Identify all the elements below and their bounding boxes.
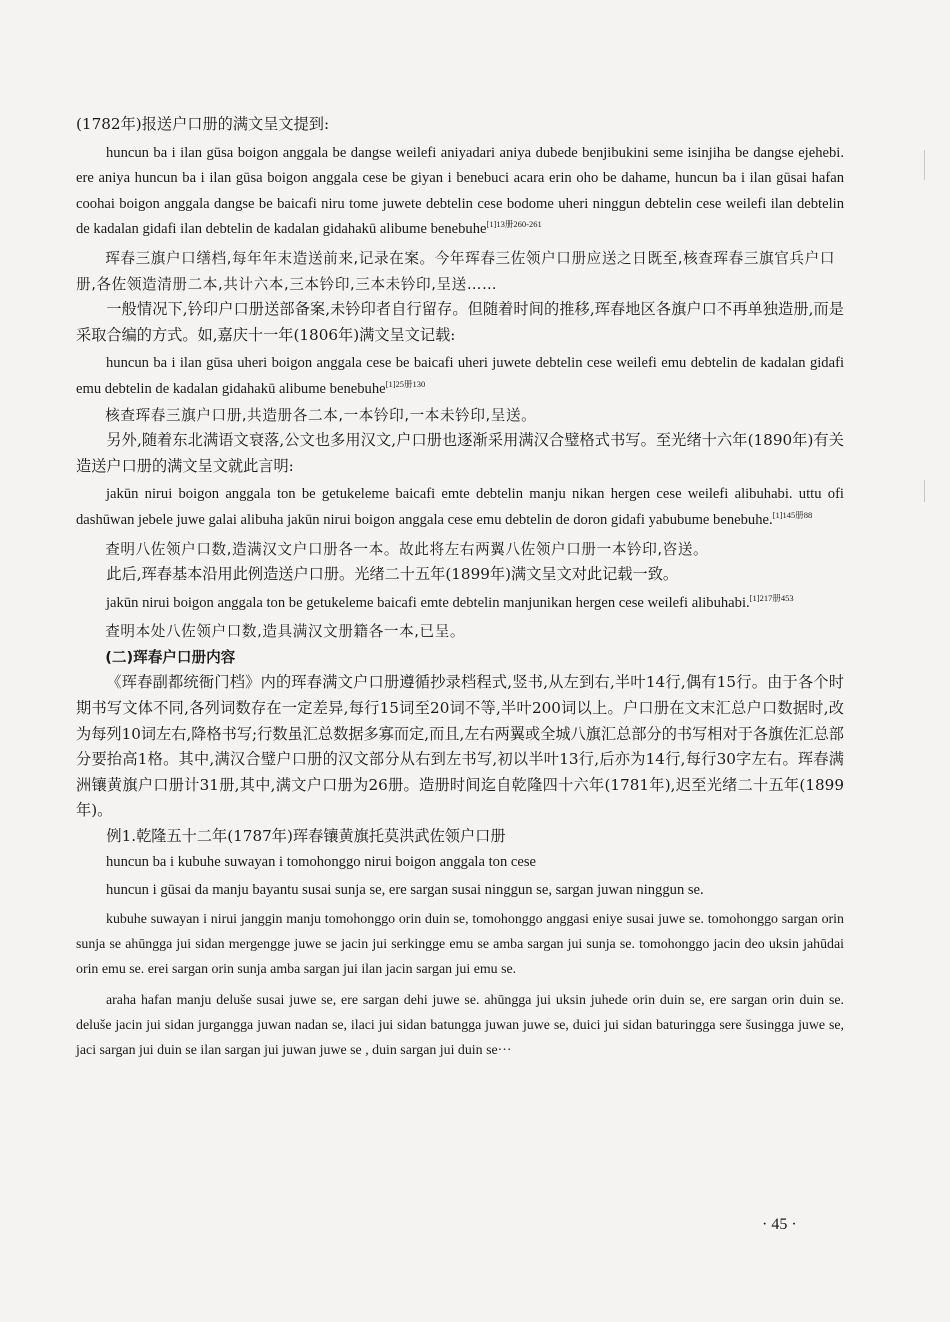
translation-1: 珲春三旗户口缮档,每年年末造送前来,记录在案。今年珲春三佐领户口册应送之日既至,核查珲春三旗官兵户口册,各佐领造清册二本,共计六本,三本钤印,三本未钤印,呈送…… (76, 249, 836, 293)
page-number: · 45 · (762, 1216, 797, 1233)
manchu-quote-3-text: jakūn nirui boigon anggala ton be getukeleme baicafi emte debtelin manju nikan hergen cese weilefi alibuhabi. uttu ofi dashūwan jebele juwe galai alibuha jakūn nirui boigon anggala cese emu debtelin de doron gidafi yabubume benebuhe. (76, 486, 844, 528)
paragraph-2: 一般情况下,钤印户口册送部备案,未钤印者自行留存。但随着时间的推移,珲春地区各旗户口不再单独造册,而是采取合编的方式。如,嘉庆十一年(1806年)满文呈文记载: (76, 300, 844, 344)
margin-mark (924, 150, 925, 180)
translation-4: 查明本处八佐领户口数,造具满汉文册籍各一本,已呈。 (105, 623, 466, 641)
citation-1: [1]13册260-261 (486, 219, 542, 230)
margin-mark (924, 480, 925, 502)
page-body (76, 112, 844, 1063)
example-1-line-1: huncun ba i kubuhe suwayan i tomohonggo nirui boigon anggala ton cese (106, 853, 537, 870)
example-1-paragraph-3: kubuhe suwayan i nirui janggin manju tomohonggo orin duin se, tomohonggo anggasi eniye susai juwe se. tomohonggo sargan orin sunja se ahūngga jui sidan mergengge juwe se jacin jui serkingge emu se amba sargan jui sunja se. tomohonggo jacin deo uksin jahūdai orin emu se. erei sargan orin sunja amba sargan jui ilan jacin sargan jui emu se. (76, 911, 844, 977)
citation-2: [1]25册130 (385, 379, 426, 390)
manchu-quote-1 (76, 141, 844, 243)
manchu-quote-1-text: huncun ba i ilan gūsa boigon anggala be dangse weilefi aniyadari aniya dubede benjibukini seme isinjiha be dangse ejehebi. ere aniya huncun ba i ilan gūsa boigon anggala cese be giyan i benebuci acara erin oho be dahame, huncun ba i ilan gūsai hafan coohai boigon anggala dangse be baicafi niru tome juwete debtelin cese bodome uheri ninggun debtelin cese weilefi ilan debtelin de kadalan gidafi ilan debtelin de kadalan gidahakū alibume benebuhe (76, 144, 844, 238)
manchu-quote-4 (76, 591, 844, 617)
translation-2: 核查珲春三旗户口册,共造册各二本,一本钤印,一本未钤印,呈送。 (105, 406, 537, 424)
manchu-quote-2-text: huncun ba i ilan gūsa uheri boigon anggala cese be baicafi uheri juwete debtelin cese weilefi emu debtelin de kadalan gidafi emu debtelin de kadalan gidahakū alibume benebuhe (76, 355, 844, 397)
manchu-quote-3 (76, 482, 844, 533)
paragraph-4: 此后,珲春基本沿用此例造送户口册。光绪二十五年(1899年)满文呈文对此记载一致。 (106, 565, 679, 584)
section-heading: (二)珲春户口册内容 (105, 648, 236, 666)
citation-3: [1]145册88 (772, 510, 813, 521)
manchu-quote-4-text: jakūn nirui boigon anggala ton be getukeleme baicafi emte debtelin manjunikan hergen cese weilefi alibuhabi. (106, 594, 750, 611)
manchu-quote-2 (76, 351, 844, 402)
translation-3: 查明八佐领户口数,造满汉文户口册各一本。故此将左右两翼八佐领户口册一本钤印,咨送。 (105, 540, 709, 558)
citation-4: [1]217册453 (749, 592, 794, 603)
paragraph-3: 另外,随着东北满语文衰落,公文也多用汉文,户口册也逐渐采用满汉合璧格式书写。至光绪十六年(1890年)有关造送户口册的满文呈文就此言明: (76, 431, 844, 475)
paragraph-intro: (1782年)报送户口册的满文呈文提到: (76, 115, 330, 133)
example-1-paragraph-4: araha hafan manju deluše susai juwe se, ere sargan dehi juwe se. ahūngga jui uksin juhede orin duin se, ere sargan orin duin se. deluše jacin jui sidan jurgangga juwan nadan se, ilaci jui sidan batungga juwan juwe se, duici jui sidan baturingga sere šusingga juwe se, jaci sargan jui duin se ilan sargan jui juwan juwe se , duin sargan jui duin se··· (76, 992, 844, 1058)
example-1-title: 例1.乾隆五十二年(1787年)珲春镶黄旗托莫洪武佐领户口册 (106, 827, 506, 846)
example-1-line-2: huncun i gūsai da manju bayantu susai sunja se, ere sargan susai ninggun se, sargan juwan ninggun se. (106, 882, 704, 899)
paragraph-5: 《珲春副都统衙门档》内的珲春满文户口册遵循抄录档程式,竖书,从左到右,半叶14行,偶有15行。由于各个时期书写文体不同,各列词数存在一定差异,每行15词至20词不等,半叶200词以上。户口册在文末汇总户口数据时,改为每列10词左右,降格书写;行数虽汇总数据多寡而定,而且,左右两翼或全城八旗汇总部分的书写相对于各旗佐汇总部分要抬高1格。其中,满汉合璧户口册的汉文部分从右到左书写,初以半叶13行,后亦为14行,每行30字左右。珲春满洲镶黄旗户口册计31册,其中,满文户口册为26册。造册时间迄自乾隆四十六年(1781年),迟至光绪二十五年(1899年)。 (76, 673, 844, 820)
